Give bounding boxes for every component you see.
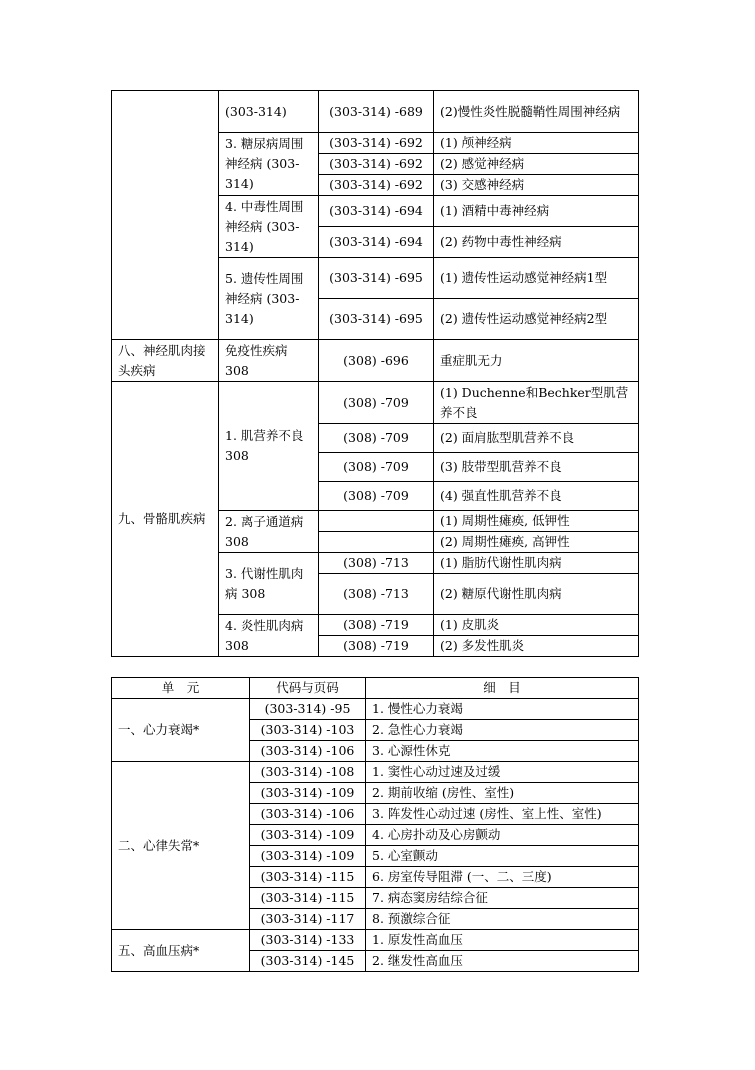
unit-cell: 八、神经肌肉接头疾病 xyxy=(112,340,219,382)
code-cell: (308) -709 xyxy=(319,424,434,453)
code-cell: (303-314) -692 xyxy=(319,175,434,196)
header-unit: 单 元 xyxy=(112,678,250,699)
code-cell: (308) -719 xyxy=(319,615,434,636)
item-cell: (1) 皮肌炎 xyxy=(434,615,639,636)
item-cell: (3) 肢带型肌营养不良 xyxy=(434,453,639,482)
code-cell: (303-314) -695 xyxy=(319,258,434,299)
code-cell: (303-314) -106 xyxy=(250,741,366,762)
cardio-table xyxy=(111,677,639,972)
section-cell: 4. 中毒性周围神经病 (303-314) xyxy=(219,196,319,258)
unit-cell: 一、心力衰竭* xyxy=(112,699,250,762)
code-cell: (303-314) -95 xyxy=(250,699,366,720)
unit-cell xyxy=(112,91,219,340)
item-cell: 1. 慢性心力衰竭 xyxy=(366,699,639,720)
code-cell: (303-314) -108 xyxy=(250,762,366,783)
code-cell: (303-314) -115 xyxy=(250,888,366,909)
item-cell: (2) 感觉神经病 xyxy=(434,154,639,175)
section-cell: 3. 代谢性肌肉病 308 xyxy=(219,553,319,615)
item-cell: 1. 窦性心动过速及过缓 xyxy=(366,762,639,783)
code-cell: (303-314) -109 xyxy=(250,825,366,846)
item-cell: 5. 心室颤动 xyxy=(366,846,639,867)
item-cell: (1) 周期性瘫痪, 低钾性 xyxy=(434,511,639,532)
neuro-muscle-table xyxy=(111,90,639,657)
code-cell xyxy=(319,532,434,553)
code-cell: (308) -709 xyxy=(319,482,434,511)
section-cell: 1. 肌营养不良 308 xyxy=(219,382,319,511)
item-cell: 3. 阵发性心动过速 (房性、室上性、室性) xyxy=(366,804,639,825)
item-cell: (4) 强直性肌营养不良 xyxy=(434,482,639,511)
section-cell: 2. 离子通道病 308 xyxy=(219,511,319,553)
code-cell: (303-314) -115 xyxy=(250,867,366,888)
code-cell: (303-314) -145 xyxy=(250,951,366,972)
code-cell: (308) -713 xyxy=(319,574,434,615)
code-cell: (303-314) -109 xyxy=(250,783,366,804)
header-code: 代码与页码 xyxy=(250,678,366,699)
item-cell: (1) 酒精中毒神经病 xyxy=(434,196,639,227)
item-cell: (1) 颅神经病 xyxy=(434,133,639,154)
code-cell: (303-314) -133 xyxy=(250,930,366,951)
code-cell: (303-314) -109 xyxy=(250,846,366,867)
item-cell: 4. 心房扑动及心房颤动 xyxy=(366,825,639,846)
code-cell: (308) -696 xyxy=(319,340,434,382)
item-cell: (1) 脂肪代谢性肌肉病 xyxy=(434,553,639,574)
code-cell: (308) -719 xyxy=(319,636,434,657)
item-cell: 8. 预激综合征 xyxy=(366,909,639,930)
code-cell: (308) -709 xyxy=(319,382,434,424)
code-cell: (303-314) -694 xyxy=(319,196,434,227)
section-cell: 免疫性疾病 308 xyxy=(219,340,319,382)
code-cell: (303-314) -692 xyxy=(319,133,434,154)
item-cell: (2) 糖原代谢性肌肉病 xyxy=(434,574,639,615)
code-cell: (303-314) -695 xyxy=(319,299,434,340)
item-cell: (2) 多发性肌炎 xyxy=(434,636,639,657)
item-cell: 2. 期前收缩 (房性、室性) xyxy=(366,783,639,804)
unit-cell: 九、骨骼肌疾病 xyxy=(112,382,219,657)
section-cell: 5. 遗传性周围神经病 (303-314) xyxy=(219,258,319,340)
section-cell: 4. 炎性肌肉病 308 xyxy=(219,615,319,657)
item-cell: (2) 遗传性运动感觉神经病2型 xyxy=(434,299,639,340)
item-cell: (1) 遗传性运动感觉神经病1型 xyxy=(434,258,639,299)
item-cell: (1) Duchenne和Bechker型肌营养不良 xyxy=(434,382,639,424)
item-cell: 6. 房室传导阻滞 (一、二、三度) xyxy=(366,867,639,888)
item-cell: 2. 急性心力衰竭 xyxy=(366,720,639,741)
item-cell: 2. 继发性高血压 xyxy=(366,951,639,972)
item-cell: 3. 心源性休克 xyxy=(366,741,639,762)
item-cell: (2) 药物中毒性神经病 xyxy=(434,227,639,258)
code-cell: (303-314) -117 xyxy=(250,909,366,930)
item-cell: (2) 面肩肱型肌营养不良 xyxy=(434,424,639,453)
item-cell: 1. 原发性高血压 xyxy=(366,930,639,951)
item-cell: 7. 病态窦房结综合征 xyxy=(366,888,639,909)
code-cell xyxy=(319,511,434,532)
header-item: 细 目 xyxy=(366,678,639,699)
section-cell: 3. 糖尿病周围神经病 (303-314) xyxy=(219,133,319,196)
item-cell: 重症肌无力 xyxy=(434,340,639,382)
code-cell: (303-314) -689 xyxy=(319,91,434,133)
code-cell: (303-314) -103 xyxy=(250,720,366,741)
code-cell: (303-314) -692 xyxy=(319,154,434,175)
unit-cell: 二、心律失常* xyxy=(112,762,250,930)
code-cell: (308) -709 xyxy=(319,453,434,482)
item-cell: (2) 周期性瘫痪, 高钾性 xyxy=(434,532,639,553)
code-cell: (308) -713 xyxy=(319,553,434,574)
unit-cell: 五、高血压病* xyxy=(112,930,250,972)
code-cell: (303-314) -694 xyxy=(319,227,434,258)
item-cell: (2)慢性炎性脱髓鞘性周围神经病 xyxy=(434,91,639,133)
code-cell: (303-314) -106 xyxy=(250,804,366,825)
item-cell: (3) 交感神经病 xyxy=(434,175,639,196)
section-cell: (303-314) xyxy=(219,91,319,133)
